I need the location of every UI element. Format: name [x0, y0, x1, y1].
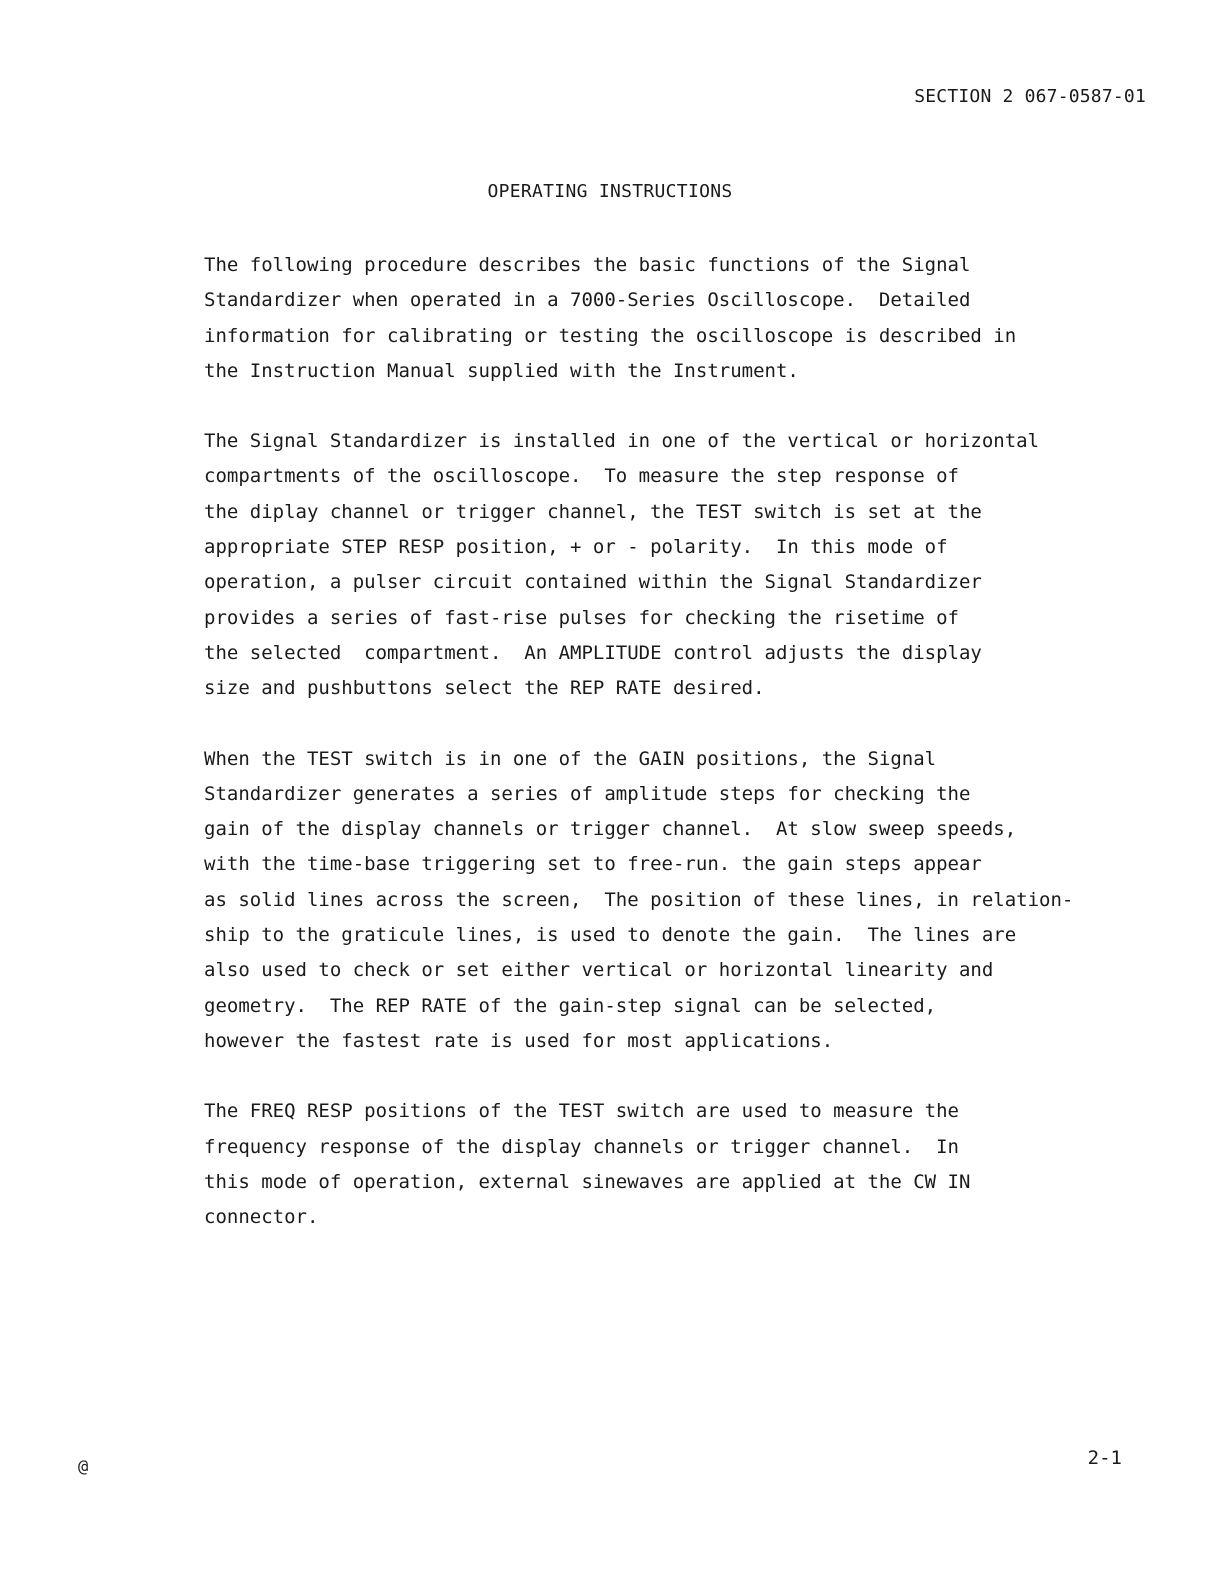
paragraph — [204, 248, 1144, 389]
text-line: The following procedure describes the basic functions of the Signal — [204, 254, 971, 276]
text-line: The Signal Standardizer is installed in one of the vertical or horizontal — [204, 430, 1040, 453]
text-line: however the fastest rate is used for most applications. — [204, 1029, 834, 1052]
text-line: the Instruction Manual supplied with the Instrument. — [204, 359, 799, 382]
text-line: the diplay channel or trigger channel, the TEST switch is set at the — [204, 500, 982, 523]
footer-mark: @ — [78, 1457, 89, 1477]
text-line: appropriate STEP RESP position, + or - polarity. In this mode of — [204, 536, 948, 559]
text-line: size and pushbuttons select the REP RATE desired. — [204, 677, 765, 700]
paragraph — [204, 424, 1144, 706]
text-line: connector. — [204, 1206, 319, 1229]
text-line: gain of the display channels or trigger channel. At slow sweep speeds, — [204, 818, 1017, 841]
text-line: with the time-base triggering set to free-run. the gain steps appear — [204, 853, 982, 876]
text-line: information for calibrating or testing the oscilloscope is described in — [204, 324, 1017, 347]
text-line: Standardizer when operated in a 7000-Series Oscilloscope. Detailed — [204, 289, 971, 312]
body-text — [204, 248, 1144, 1270]
text-line: ship to the graticule lines, is used to denote the gain. The lines are — [204, 924, 1017, 947]
page-number: 2-1 — [1087, 1447, 1122, 1469]
text-line: this mode of operation, external sinewaves are applied at the CW IN — [204, 1170, 971, 1193]
text-line: frequency response of the display channels or trigger channel. In — [204, 1135, 959, 1158]
section-header: SECTION 2 067-0587-01 — [914, 86, 1146, 107]
text-line: When the TEST switch is in one of the GAIN positions, the Signal — [204, 747, 937, 770]
paragraph — [204, 742, 1144, 1060]
page-title: OPERATING INSTRUCTIONS — [487, 181, 733, 202]
text-line: Standardizer generates a series of amplitude steps for checking the — [204, 782, 971, 805]
text-line: geometry. The REP RATE of the gain-step signal can be selected, — [204, 994, 937, 1017]
text-line: also used to check or set either vertical or horizontal linearity and — [204, 959, 994, 982]
text-line: the selected compartment. An AMPLITUDE control adjusts the display — [204, 641, 982, 664]
text-line: The FREQ RESP positions of the TEST switch are used to measure the — [204, 1100, 959, 1123]
text-line: as solid lines across the screen, The position of these lines, in relation- — [204, 888, 1074, 911]
text-line: operation, a pulser circuit contained within the Signal Standardizer — [204, 571, 982, 594]
paragraph — [204, 1094, 1144, 1235]
text-line: compartments of the oscilloscope. To measure the step response of — [204, 465, 959, 488]
text-line: provides a series of fast-rise pulses for checking the risetime of — [204, 606, 959, 629]
